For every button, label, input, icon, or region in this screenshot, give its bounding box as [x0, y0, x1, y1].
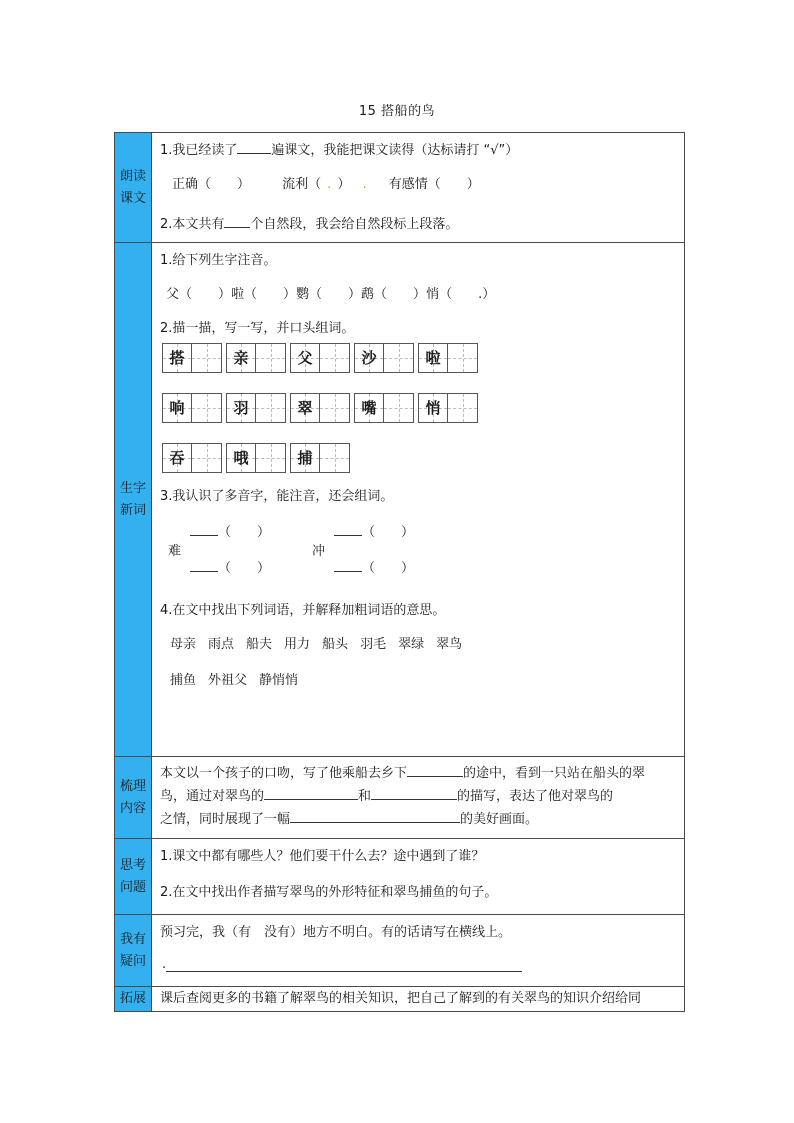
write-cell[interactable]: [192, 393, 222, 423]
pinyin-items: 父（ ）啦（ ）鹦（ ）鹉（ ）悄（ .）: [166, 287, 496, 302]
write-cell[interactable]: [320, 393, 350, 423]
reading-line-1: 1.我已经读了 遍课文，我能把课文读得（达标请打 “√”）: [160, 139, 678, 161]
char-grid-row-3: [162, 443, 678, 473]
option-emotion[interactable]: 有感情（ ）: [388, 177, 480, 192]
trace-cell[interactable]: 搭: [162, 343, 192, 373]
think-q1: 1.课文中都有哪些人？他们要干什么去？途中遇到了谁？: [160, 849, 485, 864]
fill-blank[interactable]: [224, 213, 250, 228]
polyphone-char-chong: 冲: [312, 544, 326, 559]
summary-paragraph: 本文以一个孩子的口吻，写了他乘船去乡下 的途中，看到一只站在船头的翠 鸟，通过对翠鸟的 和 的描写，表达了他对翠鸟的 之情，同时展现了一幅 的美好画面。: [152, 757, 685, 839]
trace-cell[interactable]: 羽: [226, 393, 256, 423]
write-cell[interactable]: [448, 343, 478, 373]
section-label-questions: 我有 疑问: [115, 915, 152, 987]
vocab-q1: 1.给下列生字注音。: [160, 253, 277, 268]
questions-answer-line[interactable]: .: [160, 957, 678, 979]
polyphone-char-nan: 难: [168, 544, 182, 559]
section-vocab: [115, 243, 685, 757]
write-cell[interactable]: [256, 393, 286, 423]
section-extend: [115, 987, 685, 1012]
trace-cell[interactable]: 翠: [290, 393, 320, 423]
extend-text: 课后查阅更多的书籍了解翠鸟的相关知识，把自己了解到的有关翠鸟的知识介绍给同: [160, 991, 642, 1006]
trace-cell[interactable]: 捕: [290, 443, 320, 473]
trace-cell[interactable]: 沙: [354, 343, 384, 373]
section-label-think: 思考 问题: [115, 839, 152, 915]
trace-cell[interactable]: 啦: [418, 343, 448, 373]
reading-options: 正确（ ） 流利（ . ） . 有感情（ ）: [160, 175, 678, 195]
trace-cell[interactable]: 响: [162, 393, 192, 423]
worksheet-table: [114, 132, 685, 1012]
fill-blank[interactable]: [290, 807, 460, 823]
write-cell[interactable]: [192, 343, 222, 373]
reading-line-2: 2.本文共有 个自然段，我会给自然段标上段落。: [160, 213, 678, 235]
polyphone-entry[interactable]: （ ）: [334, 557, 414, 576]
write-cell[interactable]: [256, 343, 286, 373]
write-cell[interactable]: [192, 443, 222, 473]
word-list-2: 捕鱼 外祖父 静悄悄: [170, 673, 299, 688]
char-grid-row-1: [162, 343, 678, 373]
section-label-vocab: 生字 新词: [115, 243, 152, 757]
trace-cell[interactable]: 悄: [418, 393, 448, 423]
option-fluent[interactable]: 流利（ . ）: [282, 177, 351, 192]
polyphone-entry[interactable]: （ ）: [190, 521, 270, 540]
polyphone-block: [160, 521, 678, 579]
fill-blank[interactable]: [237, 139, 271, 154]
trace-cell[interactable]: 父: [290, 343, 320, 373]
section-label-summary: 梳理 内容: [115, 757, 152, 839]
questions-prompt: 预习完，我（有 没有）地方不明白。有的话请写在横线上。: [160, 925, 512, 940]
fill-blank[interactable]: [407, 761, 463, 777]
section-think: [115, 839, 685, 915]
write-cell[interactable]: [256, 443, 286, 473]
fill-blank[interactable]: [371, 784, 457, 800]
trace-cell[interactable]: 哦: [226, 443, 256, 473]
trace-cell[interactable]: 吞: [162, 443, 192, 473]
option-correct[interactable]: 正确（ ）: [172, 177, 251, 192]
fill-blank[interactable]: [264, 784, 358, 800]
word-list-1: 母亲 雨点 船夫 用力 船头 羽毛 翠绿 翠鸟: [170, 637, 463, 652]
trace-cell[interactable]: 嘴: [354, 393, 384, 423]
write-cell[interactable]: [384, 393, 414, 423]
write-cell[interactable]: [320, 443, 350, 473]
section-label-reading: 朗读 课文: [115, 133, 152, 243]
section-label-extend: 拓展: [115, 987, 152, 1012]
trace-cell[interactable]: 亲: [226, 343, 256, 373]
page-title: 15 搭船的鸟: [358, 104, 436, 119]
section-summary: [115, 757, 685, 839]
write-cell[interactable]: [448, 393, 478, 423]
polyphone-entry[interactable]: （ ）: [190, 557, 270, 576]
write-cell[interactable]: [320, 343, 350, 373]
think-q2: 2.在文中找出作者描写翠鸟的外形特征和翠鸟捕鱼的句子。: [160, 885, 498, 900]
vocab-q3: 3.我认识了多音字，能注音，还会组词。: [160, 489, 394, 504]
section-reading: [115, 133, 685, 243]
polyphone-entry[interactable]: （ ）: [334, 521, 414, 540]
vocab-q2: 2.描一描，写一写，并口头组词。: [160, 321, 355, 336]
char-grid-row-2: [162, 393, 678, 423]
write-cell[interactable]: [384, 343, 414, 373]
section-questions: [115, 915, 685, 987]
vocab-q4: 4.在文中找出下列词语，并解释加粗词语的意思。: [160, 603, 446, 618]
